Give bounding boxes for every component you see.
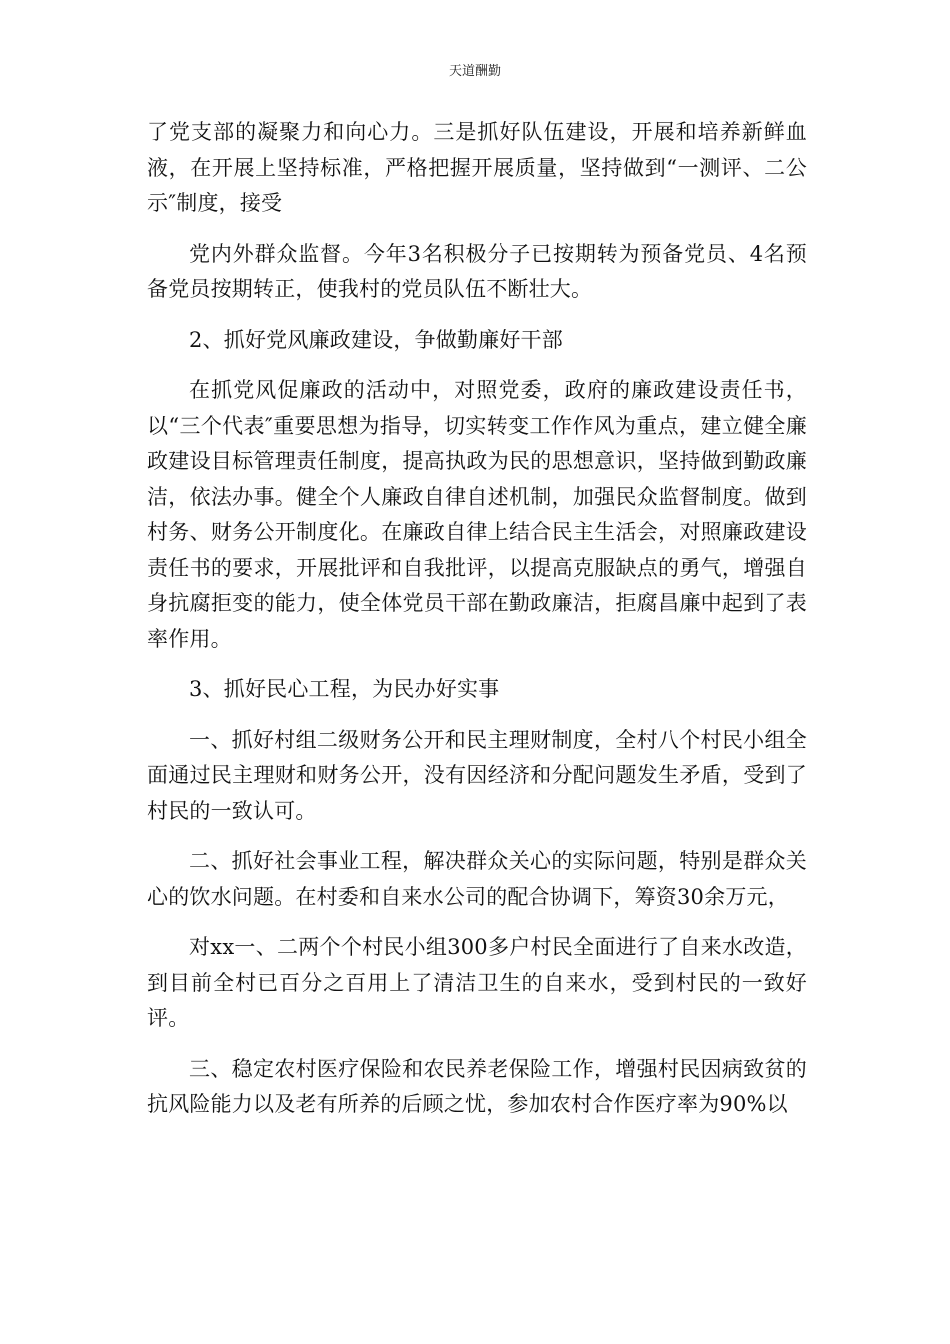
paragraph: 三、稳定农村医疗保险和农民养老保险工作，增强村民因病致贫的抗风险能力以及老有所养的后顾之忧，参加农村合作医疗率为90%以 (147, 1056, 807, 1116)
section-heading: 2、抓好党风廉政建设，争做勤廉好干部 (189, 327, 563, 352)
document-body (147, 115, 807, 1123)
paragraph: 党内外群众监督。今年3名积极分子已按期转为预备党员、4名预备党员按期转正，使我村的党员队伍不断壮大。 (147, 241, 807, 301)
paragraph: 二、抓好社会事业工程，解决群众关心的实际问题，特别是群众关心的饮水问题。在村委和自来水公司的配合协调下，筹资30余万元， (147, 849, 807, 909)
section-heading: 3、抓好民心工程，为民办好实事 (189, 677, 500, 701)
page-header: 天道酬勤 (448, 64, 501, 79)
paragraph: 在抓党风促廉政的活动中，对照党委，政府的廉政建设责任书，以“三个代表″重要思想为指导，切实转变工作作风为重点，建立健全廉政建设目标管理责任制度，提高执政为民的思想意识，坚持做到勤政廉洁，依法办事。健全个人廉政自律自述机制，加强民众监督制度。做到村务、财务公开制度化。在廉政自律上结合民主生活会，对照廉政建设责任书的要求，开展批评和自我批评，以提高克服缺点的勇气，增强自身抗腐拒变的能力，使全体党员干部在勤政廉洁，拒腐昌廉中起到了表率作用。 (147, 378, 807, 651)
paragraph: 一、抓好村组二级财务公开和民主理财制度，全村八个村民小组全面通过民主理财和财务公开，没有因经济和分配问题发生矛盾，受到了村民的一致认可。 (147, 727, 807, 823)
paragraph-continuation: 了党支部的凝聚力和向心力。三是抓好队伍建设，开展和培养新鲜血液，在开展上坚持标准，严格把握开展质量，坚持做到“一测评、二公示″制度，接受 (147, 120, 807, 215)
paragraph: 对xx一、二两个个村民小组300多户村民全面进行了自来水改造，到目前全村已百分之百用上了清洁卫生的自来水，受到村民的一致好评。 (147, 935, 807, 1030)
